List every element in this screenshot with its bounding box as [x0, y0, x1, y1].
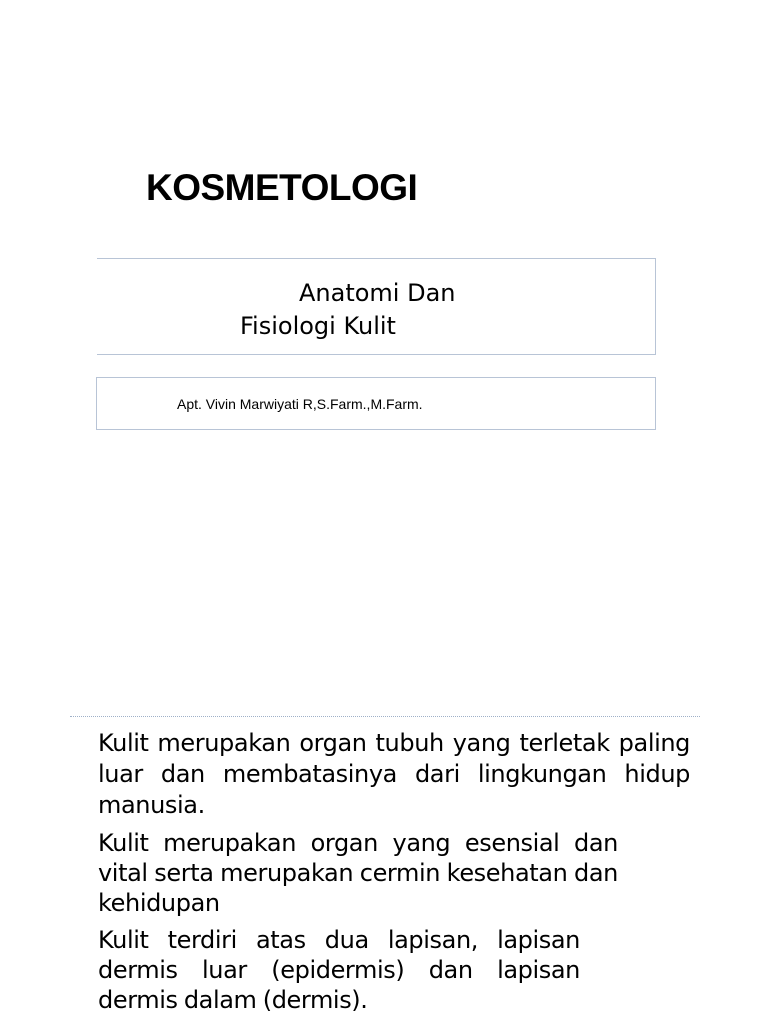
slide-title: KOSMETOLOGI: [146, 167, 418, 208]
subtitle-line-1: Anatomi Dan: [299, 279, 456, 307]
paragraph-3: Kulit terdiri atas dua lapisan, lapisan dermis luar (epidermis) dan lapisan dermis dalam (dermis).: [98, 926, 580, 1014]
subtitle-line-2: Fisiologi Kulit: [240, 312, 396, 340]
section-divider: [70, 716, 700, 717]
subtitle-box: [97, 258, 656, 355]
author-name: Apt. Vivin Marwiyati R,S.Farm.,M.Farm.: [177, 396, 423, 412]
paragraph-2: Kulit merupakan organ yang esensial dan vital serta merupakan cermin kesehatan dan kehidupan: [98, 829, 618, 917]
paragraph-1: Kulit merupakan organ tubuh yang terletak paling luar dan membatasinya dari lingkungan hidup manusia.: [98, 729, 690, 819]
author-box: [96, 377, 656, 430]
